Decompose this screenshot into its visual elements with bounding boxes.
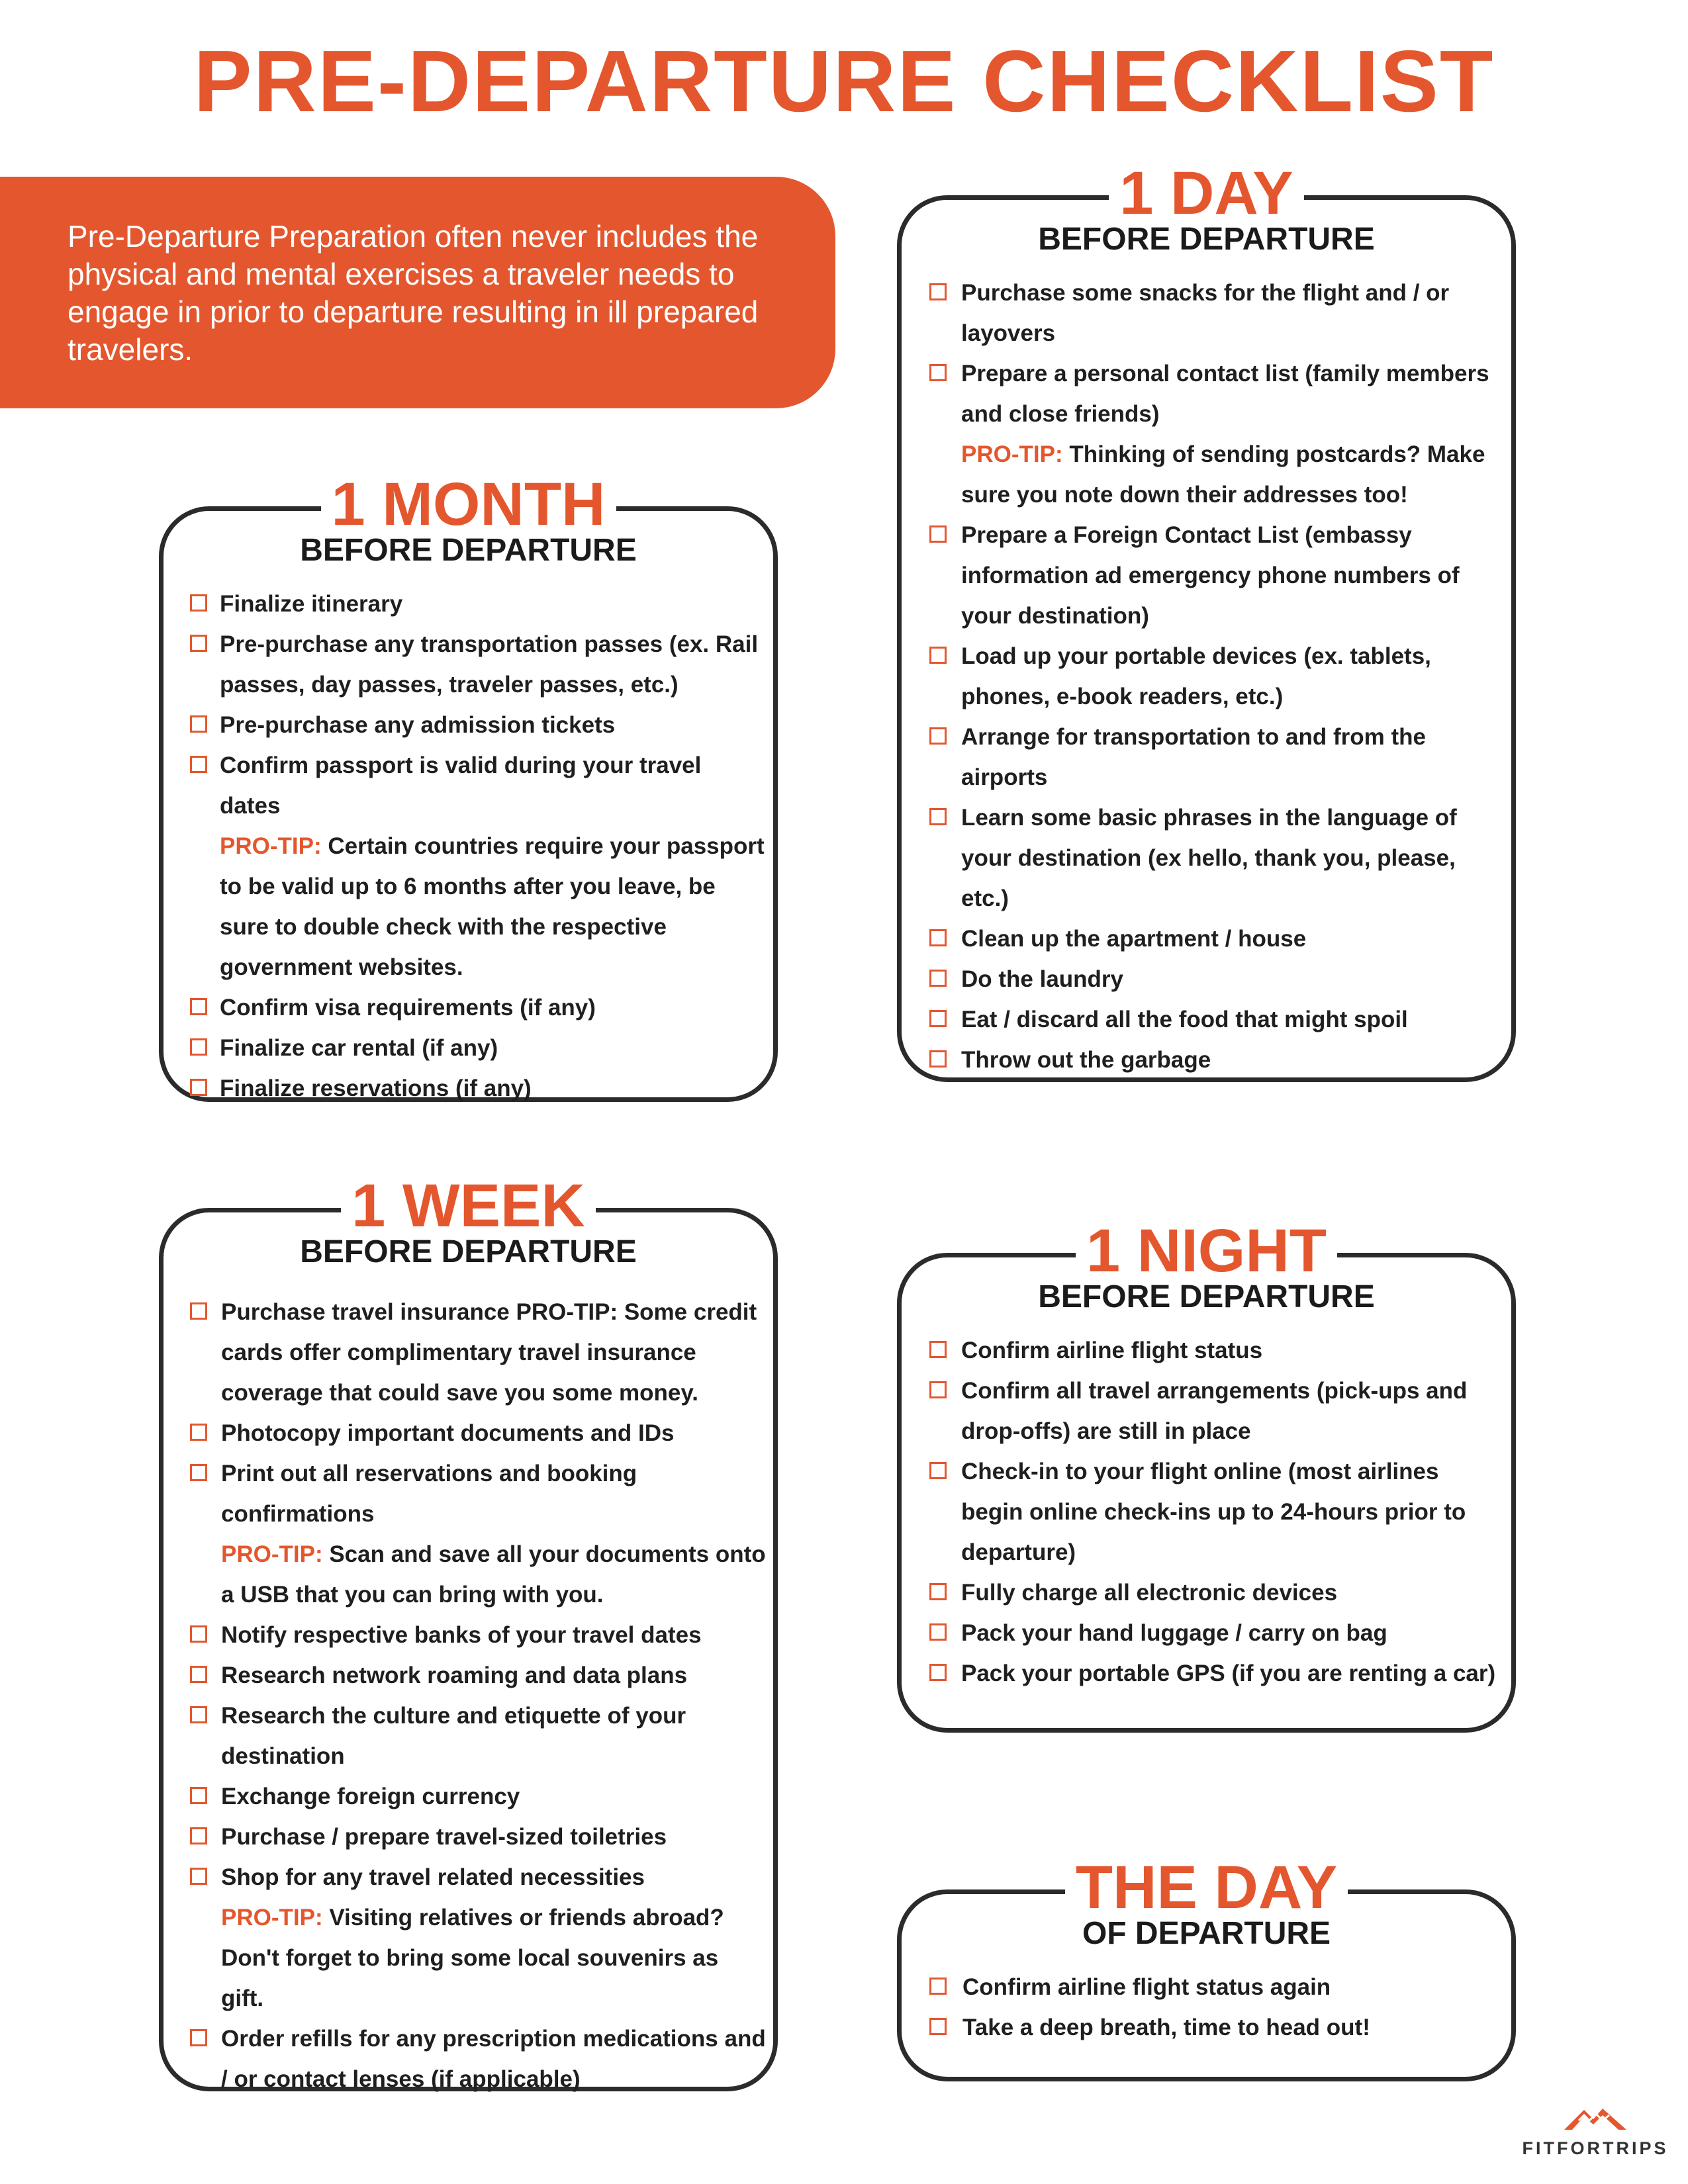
item-text: Confirm all travel arrangements (pick-ups and drop-offs) are still in place xyxy=(961,1378,1468,1444)
intro-text: Pre-Departure Preparation often never includes the physical and mental exercises a traveler needs to engage in prior to departure resulting in ill prepared travelers. xyxy=(68,219,759,367)
checklist-item xyxy=(164,705,767,745)
item-text: Shop for any travel related necessities xyxy=(221,1864,645,1890)
pro-tip-label: PRO-TIP: xyxy=(961,441,1063,467)
checklist-item xyxy=(164,1068,767,1109)
checkbox-icon[interactable] xyxy=(929,1664,947,1681)
mountain-icon xyxy=(1559,2124,1632,2135)
card-heading: 1 NIGHT xyxy=(1076,1218,1337,1284)
item-text: Confirm passport is valid during your travel dates xyxy=(220,752,702,819)
item-text: Purchase some snacks for the flight and / or layovers xyxy=(961,280,1450,346)
checkbox-icon[interactable] xyxy=(929,970,947,987)
checklist xyxy=(902,1330,1511,1694)
checklist-item xyxy=(164,1292,767,1413)
card-header xyxy=(902,1218,1511,1314)
checklist-item xyxy=(902,797,1505,919)
checklist-item xyxy=(902,273,1505,353)
item-text: Confirm visa requirements (if any) xyxy=(220,995,596,1021)
card-heading: 1 DAY xyxy=(1109,160,1304,226)
checkbox-icon[interactable] xyxy=(929,364,947,381)
item-text: Exchange foreign currency xyxy=(221,1784,520,1809)
item-text: Clean up the apartment / house xyxy=(961,926,1307,952)
pro-tip-label: PRO-TIP: xyxy=(221,1541,323,1567)
checkbox-icon[interactable] xyxy=(190,2029,207,2046)
brand-logo xyxy=(1516,2103,1675,2169)
checkbox-icon[interactable] xyxy=(190,1868,207,1885)
checklist xyxy=(164,584,773,1109)
checkbox-icon[interactable] xyxy=(190,1666,207,1683)
card-subheading: BEFORE DEPARTURE xyxy=(300,1234,637,1269)
pro-tip xyxy=(164,1534,767,1615)
checklist-item xyxy=(902,1330,1505,1371)
item-text: Confirm airline flight status xyxy=(961,1338,1263,1363)
item-text: Check-in to your flight online (most airlines begin online check-ins up to 24-hours prior to departure) xyxy=(961,1459,1466,1565)
page-title: PRE-DEPARTURE CHECKLIST xyxy=(193,32,1495,130)
item-text: Research the culture and etiquette of your destination xyxy=(221,1703,686,1769)
item-text: Pack your portable GPS (if you are renting a car) xyxy=(961,1661,1496,1686)
item-text: Thinking of sending postcards? Make sure you note down their addresses too! xyxy=(961,441,1485,508)
checklist-item xyxy=(164,1615,767,1655)
checklist-item xyxy=(164,987,767,1028)
checkbox-icon[interactable] xyxy=(929,727,947,745)
card-header xyxy=(902,1854,1511,1951)
checklist-item xyxy=(164,1655,767,1696)
checklist-item xyxy=(902,959,1505,999)
checkbox-icon[interactable] xyxy=(929,1010,947,1027)
item-text: Eat / discard all the food that might spoil xyxy=(961,1007,1408,1032)
card-subheading: OF DEPARTURE xyxy=(1082,1916,1331,1951)
checkbox-icon[interactable] xyxy=(929,1381,947,1398)
checkbox-icon[interactable] xyxy=(929,929,947,946)
checklist-item xyxy=(902,717,1505,797)
the-day-card xyxy=(897,1854,1516,2081)
one-month-card xyxy=(159,471,778,1102)
card-subheading: BEFORE DEPARTURE xyxy=(300,533,637,568)
logo-text: FITFORTRIPS xyxy=(1522,2138,1669,2158)
item-text: Research network roaming and data plans xyxy=(221,1662,688,1688)
checkbox-icon[interactable] xyxy=(190,998,207,1015)
checkbox-icon[interactable] xyxy=(190,1424,207,1441)
checkbox-icon[interactable] xyxy=(190,1079,207,1096)
item-text: Purchase / prepare travel-sized toiletries xyxy=(221,1824,667,1850)
item-text: Photocopy important documents and IDs xyxy=(221,1420,675,1446)
item-text: Load up your portable devices (ex. tablets, phones, e-book readers, etc.) xyxy=(961,643,1431,709)
checklist xyxy=(902,273,1511,1080)
checklist-item xyxy=(902,999,1505,1040)
item-text: Do the laundry xyxy=(961,966,1124,992)
checkbox-icon[interactable] xyxy=(929,647,947,664)
checklist-item xyxy=(902,1572,1505,1613)
item-text: Finalize itinerary xyxy=(220,591,403,617)
pro-tip xyxy=(902,434,1505,515)
item-text: Pre-purchase any admission tickets xyxy=(220,712,616,738)
item-text: Throw out the garbage xyxy=(961,1047,1211,1073)
pro-tip xyxy=(164,826,767,987)
checkbox-icon[interactable] xyxy=(929,2018,947,2035)
checkbox-icon[interactable] xyxy=(929,1583,947,1600)
checklist xyxy=(164,1292,773,2099)
item-text: Notify respective banks of your travel dates xyxy=(221,1622,702,1648)
checklist-item xyxy=(902,353,1505,434)
intro-banner xyxy=(0,177,835,408)
item-text: Purchase travel insurance PRO-TIP: Some credit cards offer complimentary travel insurance coverage that could save you some money. xyxy=(221,1299,757,1406)
checklist-item xyxy=(164,1453,767,1534)
checklist-item xyxy=(164,584,767,624)
checklist-item xyxy=(164,1857,767,1897)
checkbox-icon[interactable] xyxy=(929,1050,947,1068)
checklist-item xyxy=(164,624,767,705)
one-night-card xyxy=(897,1217,1516,1733)
checklist-item xyxy=(164,2019,767,2099)
item-text: Order refills for any prescription medications and / or contact lenses (if applicable) xyxy=(221,2026,766,2092)
card-subheading: BEFORE DEPARTURE xyxy=(1038,1279,1375,1314)
pro-tip xyxy=(164,1897,767,2019)
checklist-item xyxy=(902,1613,1505,1653)
checkbox-icon[interactable] xyxy=(190,1625,207,1643)
checkbox-icon[interactable] xyxy=(190,1827,207,1844)
pro-tip-label: PRO-TIP: xyxy=(220,833,322,859)
checklist-item xyxy=(902,636,1505,717)
pro-tip-label: PRO-TIP: xyxy=(221,1905,323,1931)
checklist-item xyxy=(164,1776,767,1817)
checklist-item xyxy=(164,745,767,826)
checklist-item xyxy=(164,1413,767,1453)
one-day-card xyxy=(897,159,1516,1082)
checklist-item xyxy=(902,2007,1505,2048)
one-week-card xyxy=(159,1172,778,2092)
card-heading: 1 MONTH xyxy=(321,471,616,537)
checkbox-icon[interactable] xyxy=(190,1706,207,1723)
checkbox-icon[interactable] xyxy=(190,1038,207,1056)
item-text: Finalize reservations (if any) xyxy=(220,1075,532,1101)
item-text: Prepare a personal contact list (family members and close friends) xyxy=(961,361,1489,427)
checkbox-icon[interactable] xyxy=(929,1462,947,1479)
checkbox-icon[interactable] xyxy=(190,594,207,612)
item-text: Pack your hand luggage / carry on bag xyxy=(961,1620,1387,1646)
item-text: Visiting relatives or friends abroad? Don't forget to bring some local souvenirs as gift. xyxy=(221,1905,724,2011)
item-text: Fully charge all electronic devices xyxy=(961,1580,1338,1606)
checklist xyxy=(902,1967,1511,2048)
checklist-item xyxy=(902,515,1505,636)
card-header xyxy=(164,471,773,568)
card-subheading: BEFORE DEPARTURE xyxy=(1038,222,1375,257)
checklist-item xyxy=(164,1817,767,1857)
checklist-item xyxy=(164,1696,767,1776)
card-heading: THE DAY xyxy=(1065,1854,1348,1921)
checkbox-icon[interactable] xyxy=(190,1464,207,1481)
checklist-item xyxy=(902,919,1505,959)
item-text: Finalize car rental (if any) xyxy=(220,1035,498,1061)
checklist-item xyxy=(902,1371,1505,1451)
checkbox-icon[interactable] xyxy=(190,635,207,652)
checkbox-icon[interactable] xyxy=(190,1787,207,1804)
checkbox-icon[interactable] xyxy=(190,756,207,773)
card-heading: 1 WEEK xyxy=(341,1173,596,1239)
checklist-item xyxy=(902,1040,1505,1080)
checkbox-icon[interactable] xyxy=(929,283,947,300)
checkbox-icon[interactable] xyxy=(929,1978,947,1995)
item-text: Pre-purchase any transportation passes (ex. Rail passes, day passes, traveler passes, etc.) xyxy=(220,631,759,698)
card-header xyxy=(902,160,1511,257)
checkbox-icon[interactable] xyxy=(929,525,947,543)
item-text: Certain countries require your passport to be valid up to 6 months after you leave, be sure to double check with the respective government websites. xyxy=(220,833,765,980)
item-text: Prepare a Foreign Contact List (embassy information ad emergency phone numbers of your destination) xyxy=(961,522,1460,629)
item-text: Arrange for transportation to and from the airports xyxy=(961,724,1426,790)
checklist-item xyxy=(902,1451,1505,1572)
checklist-item xyxy=(902,1967,1505,2007)
checkbox-icon[interactable] xyxy=(190,1302,207,1320)
checklist-item xyxy=(164,1028,767,1068)
item-text: Learn some basic phrases in the language of your destination (ex hello, thank you, please, etc.) xyxy=(961,805,1457,911)
card-header xyxy=(164,1173,773,1269)
checkbox-icon[interactable] xyxy=(190,715,207,733)
item-text: Print out all reservations and booking confirmations xyxy=(221,1461,637,1527)
item-text: Scan and save all your documents onto a USB that you can bring with you. xyxy=(221,1541,766,1608)
item-text: Confirm airline flight status again xyxy=(962,1974,1331,2000)
item-text: Take a deep breath, time to head out! xyxy=(962,2015,1370,2040)
checkbox-icon[interactable] xyxy=(929,1341,947,1358)
checkbox-icon[interactable] xyxy=(929,808,947,825)
checklist-item xyxy=(902,1653,1505,1694)
checkbox-icon[interactable] xyxy=(929,1623,947,1641)
